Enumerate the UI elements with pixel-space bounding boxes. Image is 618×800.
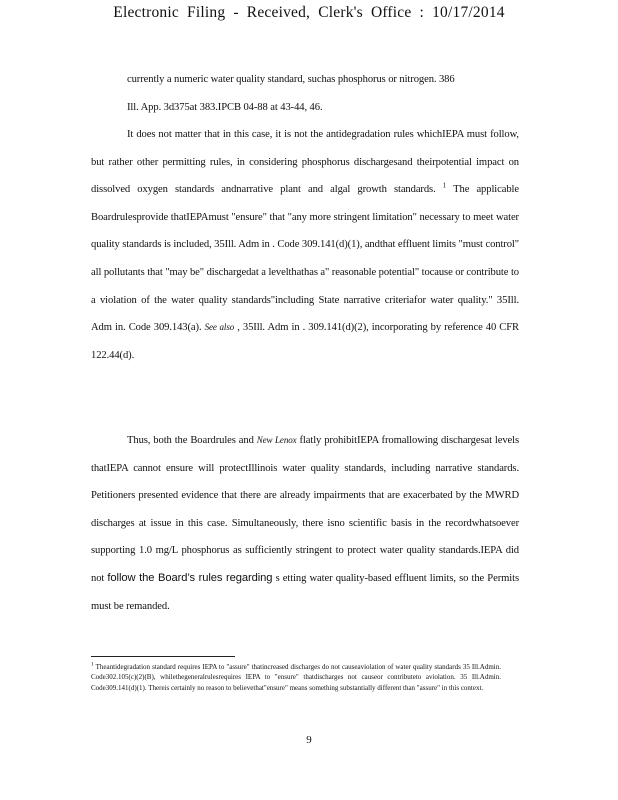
paragraph-conclusion [91, 427, 519, 620]
case-name: New Lenox [256, 435, 297, 445]
paragraph-line: Ill. App. 3d375at 383.IPCB 04-88 at 43-44, 46. [127, 101, 323, 113]
footnote [91, 662, 501, 693]
paragraph-text: The applicable Boardrulesprovide thatIEPAmust "ensure" that "any more stringent limitation" necessary to meet water quality standards is included, 35Ill. Adm in . Code 309.141(d)(1), andthat effluent limits "must control" all pollutants that "may be" dischargedat a levelthathas a" reasonable potential" tocause or contribute to a violation of the water quality standards"including State narrative criteriafor water quality." 35Ill. Adm in. Code 309.143(a). [91, 184, 519, 334]
footnote-number: 1 [91, 661, 94, 668]
footnote-text: Theantidegradation standard requires IEPA to "assure" thatincreased discharges do not causeaviolation of water quality standards 35 Ill.Admin. Code302.105(c)(2)(B), whilethegeneralrulesrequires IEPA to "ensure" thatdischarges not causeor contributeto aviolation. 35 Ill.Admin. Code309.141(d)(1). Thereis certainly no reason to believethat"ensure" means something substantially different than "assure" in this context. [91, 663, 501, 692]
footnote-divider [91, 656, 235, 657]
paragraph-text: Thus, both the Boardrules and [127, 435, 257, 446]
paragraph-antidegradation [91, 121, 519, 369]
paragraph-text: , 35Ill. Adm in . 309.141(d)(2), incorporating by reference 40 CFR 122.44(d). [91, 322, 520, 361]
paragraph-text: s etting water quality-based effluent limits, so the Permits must be remanded. [91, 572, 519, 612]
page-number: 9 [306, 734, 312, 746]
see-also-signal: See also [204, 322, 235, 333]
filing-header: Electronic Filing - Received, Clerk's Office : 10/17/2014 [113, 4, 505, 21]
paragraph-line: currently a numeric water quality standard, suchas phosphorus or nitrogen. 386 [127, 74, 455, 85]
paragraph-text-emphasis: follow the Board’s rules regarding [107, 571, 273, 584]
paragraph-text: flatly prohibitIEPA fromallowing dischargesat levels thatIEPA cannot ensure will protectIllinois water quality standards, including narrative standards. Petitioners presented evidence that there are already impairments that are exacerbated by the MWRD discharges at issue in this case. Simultaneously, there isno scientific basis in the recordwhatsoever supporting 1.0 mg/L phosphorus as sufficiently stringent to protect water quality standards.IEPA did not [91, 435, 520, 584]
footnote-reference: 1 [442, 181, 447, 190]
paragraph-text: It does not matter that in this case, it is not the antidegradation rules whichIEPA must follow, but rather other permitting rules, in considering phosphorus dischargesand theirpotential impact on dissolved oxygen standards andnarrative plant and algal growth standards. [91, 129, 519, 196]
paragraph-continuation [91, 66, 519, 121]
